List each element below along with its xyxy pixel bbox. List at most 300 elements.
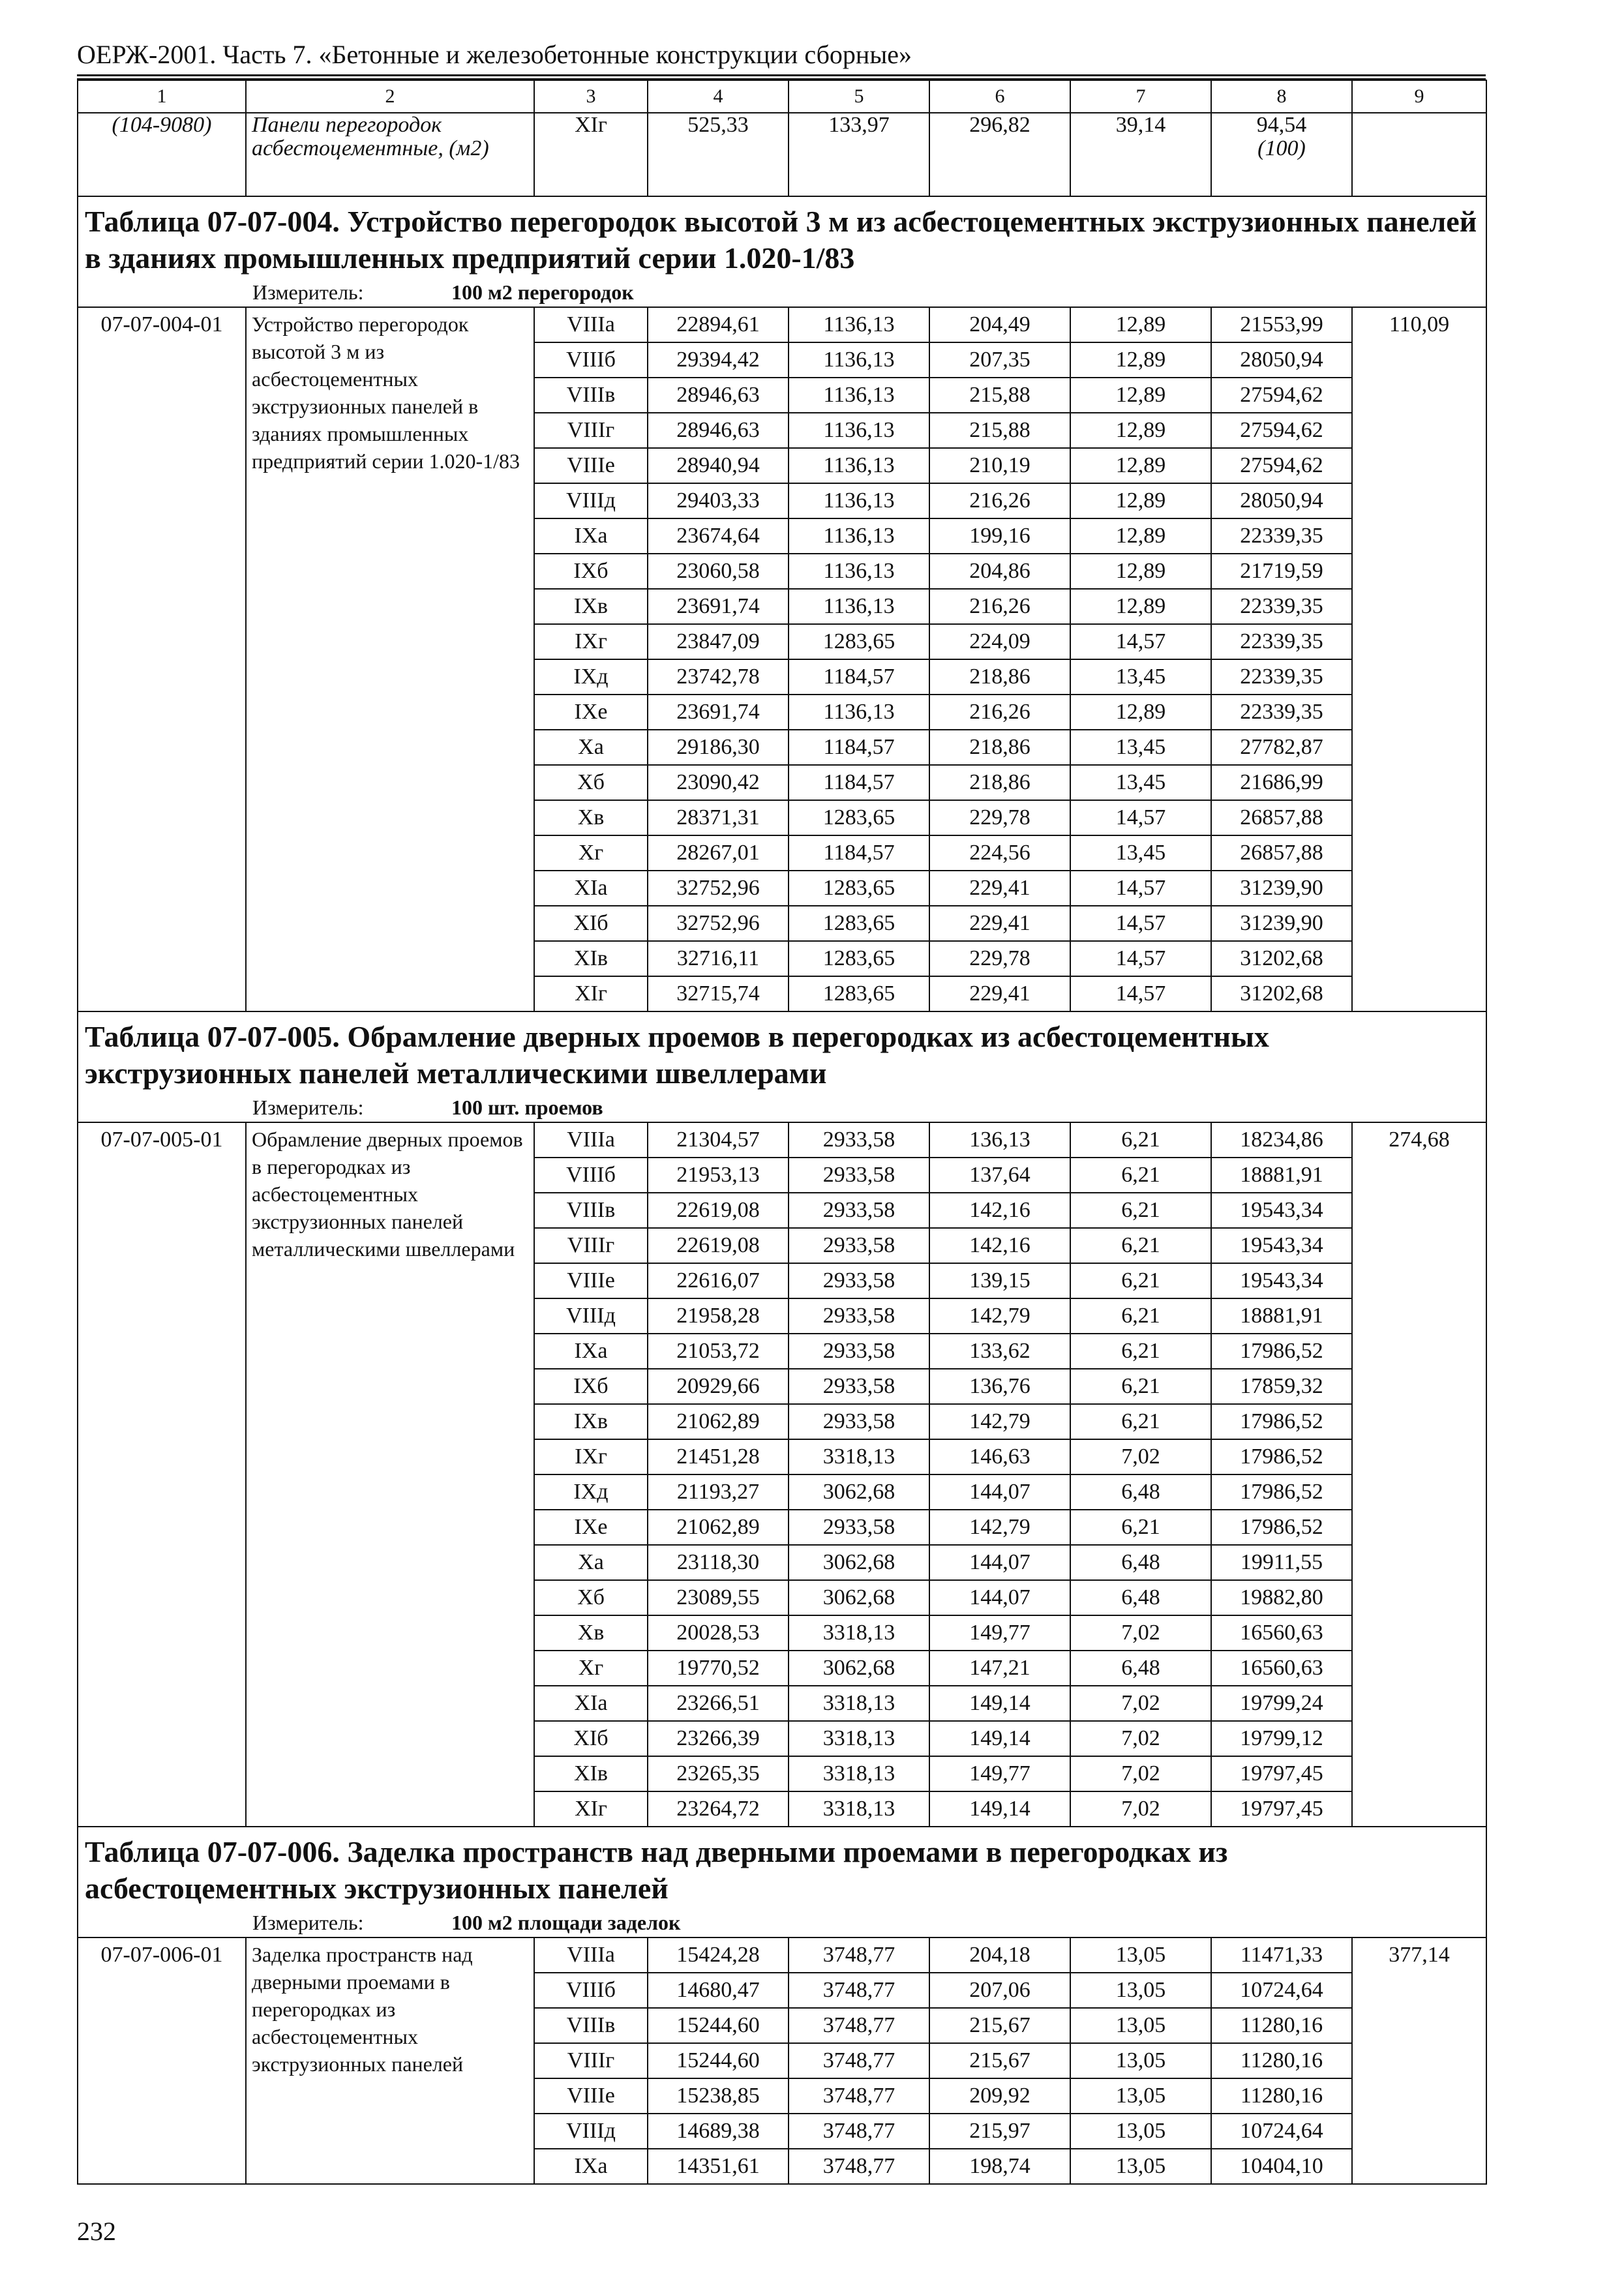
unit-row [78,279,1486,307]
col7-cell: 12,89 [1070,483,1211,518]
class-cell: VIIIб [534,1973,648,2008]
col6-cell: 144,07 [929,1580,1070,1615]
col8-cell: 27594,62 [1211,413,1352,448]
col8-cell: 16560,63 [1211,1615,1352,1651]
col5-cell: 3062,68 [789,1651,929,1686]
class-cell: IXд [534,659,648,695]
col7-cell: 13,05 [1070,2078,1211,2114]
col6-cell: 144,07 [929,1474,1070,1510]
class-cell: XIб [534,1721,648,1756]
prev-item-col8-value: 94,54 [1256,113,1307,137]
col8-cell: 16560,63 [1211,1651,1352,1686]
col4-cell: 22619,08 [648,1228,789,1263]
table-title-row [78,1827,1486,1909]
col4-cell: 28940,94 [648,448,789,483]
col4-cell: 23742,78 [648,659,789,695]
col4-cell: 20028,53 [648,1615,789,1651]
class-cell: XIа [534,1686,648,1721]
class-cell: Xб [534,765,648,800]
prev-item-col4: 525,33 [648,113,789,196]
class-cell: IXг [534,624,648,659]
col8-cell: 26857,88 [1211,800,1352,835]
column-number-row [78,80,1486,113]
col6-cell: 136,13 [929,1122,1070,1158]
class-cell: XIв [534,941,648,976]
col4-cell: 23118,30 [648,1545,789,1580]
col8-cell: 17986,52 [1211,1510,1352,1545]
table-title: Таблица 07-07-004. Устройство перегородок высотой 3 м из асбестоцементных экструзионных панелей в зданиях промышленных предприятий серии 1.020-1/83 [78,196,1486,279]
unit-value: 100 м2 перегородок [451,280,634,304]
prev-item-row [78,113,1486,196]
col8-cell: 19882,80 [1211,1580,1352,1615]
col6-cell: 142,16 [929,1228,1070,1263]
col7-cell: 6,48 [1070,1651,1211,1686]
col4-cell: 15424,28 [648,1937,789,1973]
class-cell: IXг [534,1439,648,1474]
col7-cell: 12,89 [1070,307,1211,342]
col5-cell: 1184,57 [789,765,929,800]
col6-cell: 142,79 [929,1404,1070,1439]
col7-cell: 14,57 [1070,800,1211,835]
table-title: Таблица 07-07-005. Обрамление дверных проемов в перегородках из асбестоцементных экструзионных панелей металлическими швеллерами [78,1011,1486,1094]
col4-cell: 22894,61 [648,307,789,342]
class-cell: Xг [534,835,648,871]
col8-cell: 10404,10 [1211,2149,1352,2184]
col4-cell: 23847,09 [648,624,789,659]
item-code: 07-07-004-01 [78,307,246,1011]
col7-cell: 6,21 [1070,1510,1211,1545]
col8-cell: 31202,68 [1211,941,1352,976]
col8-cell: 31202,68 [1211,976,1352,1011]
col8-cell: 26857,88 [1211,835,1352,871]
col6-cell: 218,86 [929,765,1070,800]
col6-cell: 215,97 [929,2114,1070,2149]
col4-cell: 28267,01 [648,835,789,871]
col5-cell: 1283,65 [789,976,929,1011]
col8-cell: 28050,94 [1211,483,1352,518]
col5-cell: 3318,13 [789,1439,929,1474]
col7-cell: 6,21 [1070,1122,1211,1158]
col5-cell: 1136,13 [789,342,929,378]
col6-cell: 215,67 [929,2043,1070,2078]
col4-cell: 23089,55 [648,1580,789,1615]
col7-cell: 7,02 [1070,1439,1211,1474]
col4-cell: 15238,85 [648,2078,789,2114]
col5-cell: 3748,77 [789,2043,929,2078]
class-cell: VIIIб [534,342,648,378]
col6-cell: 199,16 [929,518,1070,554]
unit-label: Измеритель: [252,1096,364,1119]
col6-cell: 198,74 [929,2149,1070,2184]
unit-value: 100 м2 площади заделок [451,1911,681,1934]
col6-cell: 149,77 [929,1615,1070,1651]
col8-cell: 19799,12 [1211,1721,1352,1756]
prev-item-col7: 39,14 [1070,113,1211,196]
item-rate: 110,09 [1352,307,1486,1011]
col6-cell: 139,15 [929,1263,1070,1298]
col4-cell: 14680,47 [648,1973,789,2008]
col7-cell: 6,21 [1070,1193,1211,1228]
col8-cell: 21553,99 [1211,307,1352,342]
col4-cell: 32752,96 [648,871,789,906]
col4-cell: 21193,27 [648,1474,789,1510]
col4-cell: 21953,13 [648,1158,789,1193]
col6-cell: 146,63 [929,1439,1070,1474]
col8-cell: 21686,99 [1211,765,1352,800]
col5-cell: 3318,13 [789,1686,929,1721]
col6-cell: 215,88 [929,413,1070,448]
col5-cell: 1283,65 [789,800,929,835]
col5-cell: 2933,58 [789,1510,929,1545]
col5-cell: 1184,57 [789,659,929,695]
col6-cell: 216,26 [929,695,1070,730]
col5-cell: 3062,68 [789,1545,929,1580]
prev-item-code: (104-9080) [78,113,246,196]
col4-cell: 23265,35 [648,1756,789,1791]
col8-cell: 28050,94 [1211,342,1352,378]
col8-cell: 18881,91 [1211,1298,1352,1334]
table-title: Таблица 07-07-006. Заделка пространств над дверными проемами в перегородках из асбестоцементных экструзионных панелей [78,1827,1486,1909]
col4-cell: 20929,66 [648,1369,789,1404]
col5-cell: 1136,13 [789,483,929,518]
class-cell: IXа [534,518,648,554]
col6-cell: 149,14 [929,1721,1070,1756]
column-number: 8 [1211,80,1352,113]
class-cell: XIв [534,1756,648,1791]
col8-cell: 17986,52 [1211,1439,1352,1474]
class-cell: VIIIе [534,448,648,483]
col6-cell: 224,56 [929,835,1070,871]
col6-cell: 207,06 [929,1973,1070,2008]
class-cell: IXа [534,2149,648,2184]
col5-cell: 2933,58 [789,1228,929,1263]
col8-cell: 19797,45 [1211,1756,1352,1791]
class-cell: IXв [534,589,648,624]
class-cell: VIIIв [534,2008,648,2043]
class-cell: IXб [534,554,648,589]
class-cell: VIIIа [534,1122,648,1158]
col6-cell: 147,21 [929,1651,1070,1686]
col7-cell: 13,05 [1070,2149,1211,2184]
col6-cell: 133,62 [929,1334,1070,1369]
prev-item-col5: 133,97 [789,113,929,196]
col7-cell: 7,02 [1070,1615,1211,1651]
col5-cell: 1283,65 [789,871,929,906]
col8-cell: 18234,86 [1211,1122,1352,1158]
col7-cell: 13,45 [1070,765,1211,800]
unit-cell [78,1094,1486,1122]
class-cell: VIIIг [534,2043,648,2078]
unit-cell [78,279,1486,307]
col6-cell: 224,09 [929,624,1070,659]
col5-cell: 2933,58 [789,1158,929,1193]
col8-cell: 22339,35 [1211,589,1352,624]
col5-cell: 1184,57 [789,730,929,765]
col8-cell: 19797,45 [1211,1791,1352,1827]
prev-item-col6: 296,82 [929,113,1070,196]
col5-cell: 1283,65 [789,941,929,976]
col5-cell: 2933,58 [789,1193,929,1228]
col6-cell: 216,26 [929,589,1070,624]
col4-cell: 21958,28 [648,1298,789,1334]
col8-cell: 19543,34 [1211,1228,1352,1263]
col4-cell: 21062,89 [648,1510,789,1545]
col7-cell: 13,05 [1070,2043,1211,2078]
col4-cell: 22616,07 [648,1263,789,1298]
col7-cell: 13,45 [1070,835,1211,871]
col7-cell: 13,05 [1070,1937,1211,1973]
col6-cell: 149,77 [929,1756,1070,1791]
col4-cell: 28946,63 [648,413,789,448]
col7-cell: 14,57 [1070,906,1211,941]
col5-cell: 3062,68 [789,1580,929,1615]
col8-cell: 27594,62 [1211,448,1352,483]
col8-cell: 10724,64 [1211,2114,1352,2149]
unit-row [78,1909,1486,1937]
unit-label: Измеритель: [252,280,364,304]
col8-cell: 10724,64 [1211,1973,1352,2008]
col5-cell: 3318,13 [789,1615,929,1651]
col6-cell: 144,07 [929,1545,1070,1580]
col7-cell: 6,48 [1070,1545,1211,1580]
col4-cell: 23266,51 [648,1686,789,1721]
item-name: Устройство перегородок высотой 3 м из асбестоцементных экструзионных панелей в зданиях промышленных предприятий серии 1.020-1/83 [246,307,534,1011]
col4-cell: 23266,39 [648,1721,789,1756]
col7-cell: 12,89 [1070,589,1211,624]
table-row [78,1937,1486,1973]
col5-cell: 3748,77 [789,1937,929,1973]
class-cell: VIIIа [534,1937,648,1973]
col6-cell: 229,41 [929,906,1070,941]
class-cell: XIа [534,871,648,906]
col4-cell: 15244,60 [648,2043,789,2078]
class-cell: VIIIд [534,1298,648,1334]
item-code: 07-07-005-01 [78,1122,246,1827]
col7-cell: 12,89 [1070,695,1211,730]
column-number: 4 [648,80,789,113]
class-cell: VIIIв [534,1193,648,1228]
col4-cell: 14351,61 [648,2149,789,2184]
col5-cell: 3318,13 [789,1756,929,1791]
col7-cell: 7,02 [1070,1721,1211,1756]
class-cell: VIIIг [534,1228,648,1263]
col7-cell: 13,45 [1070,730,1211,765]
class-cell: IXа [534,1334,648,1369]
col7-cell: 13,05 [1070,1973,1211,2008]
col5-cell: 1136,13 [789,518,929,554]
col7-cell: 6,21 [1070,1228,1211,1263]
col6-cell: 142,79 [929,1298,1070,1334]
class-cell: VIIIб [534,1158,648,1193]
class-cell: XIг [534,976,648,1011]
col6-cell: 215,67 [929,2008,1070,2043]
class-cell: Xа [534,1545,648,1580]
column-number: 5 [789,80,929,113]
col7-cell: 12,89 [1070,554,1211,589]
col7-cell: 6,48 [1070,1580,1211,1615]
col5-cell: 1136,13 [789,413,929,448]
col4-cell: 21062,89 [648,1404,789,1439]
col7-cell: 7,02 [1070,1686,1211,1721]
col4-cell: 23060,58 [648,554,789,589]
col6-cell: 207,35 [929,342,1070,378]
table-row [78,1122,1486,1158]
col4-cell: 32752,96 [648,906,789,941]
col7-cell: 6,21 [1070,1158,1211,1193]
class-cell: VIIIа [534,307,648,342]
col8-cell: 27594,62 [1211,378,1352,413]
col4-cell: 22619,08 [648,1193,789,1228]
col5-cell: 1136,13 [789,589,929,624]
class-cell: VIIIв [534,378,648,413]
col7-cell: 13,05 [1070,2114,1211,2149]
col6-cell: 204,86 [929,554,1070,589]
column-number: 7 [1070,80,1211,113]
col6-cell: 209,92 [929,2078,1070,2114]
col8-cell: 17986,52 [1211,1474,1352,1510]
class-cell: Xа [534,730,648,765]
unit-label: Измеритель: [252,1911,364,1934]
col5-cell: 3748,77 [789,2008,929,2043]
class-cell: XIг [534,1791,648,1827]
class-cell: IXв [534,1404,648,1439]
table-row [78,307,1486,342]
col4-cell: 29394,42 [648,342,789,378]
item-rate: 377,14 [1352,1937,1486,2184]
unit-cell [78,1909,1486,1937]
col4-cell: 15244,60 [648,2008,789,2043]
col8-cell: 22339,35 [1211,695,1352,730]
col6-cell: 229,78 [929,800,1070,835]
col4-cell: 14689,38 [648,2114,789,2149]
column-number: 3 [534,80,648,113]
class-cell: IXб [534,1369,648,1404]
col4-cell: 23264,72 [648,1791,789,1827]
column-number: 2 [246,80,534,113]
unit-row [78,1094,1486,1122]
item-code: 07-07-006-01 [78,1937,246,2184]
col6-cell: 137,64 [929,1158,1070,1193]
col6-cell: 215,88 [929,378,1070,413]
col5-cell: 3748,77 [789,1973,929,2008]
prev-item-col8 [1211,113,1352,196]
header-rule [77,74,1486,80]
column-number: 6 [929,80,1070,113]
prev-item-col8-note: (100) [1257,136,1306,160]
col8-cell: 11280,16 [1211,2008,1352,2043]
table-title-row [78,1011,1486,1094]
col8-cell: 18881,91 [1211,1158,1352,1193]
class-cell: Xб [534,1580,648,1615]
col5-cell: 2933,58 [789,1334,929,1369]
col4-cell: 28371,31 [648,800,789,835]
item-name: Обрамление дверных проемов в перегородках из асбестоцементных экструзионных панелей металлическими швеллерами [246,1122,534,1827]
col5-cell: 2933,58 [789,1298,929,1334]
col4-cell: 21304,57 [648,1122,789,1158]
col5-cell: 3318,13 [789,1721,929,1756]
class-cell: Xг [534,1651,648,1686]
col5-cell: 1136,13 [789,695,929,730]
col5-cell: 1136,13 [789,378,929,413]
unit-value: 100 шт. проемов [451,1096,603,1119]
col7-cell: 6,21 [1070,1334,1211,1369]
col7-cell: 12,89 [1070,413,1211,448]
col7-cell: 6,21 [1070,1404,1211,1439]
col6-cell: 204,18 [929,1937,1070,1973]
col5-cell: 3748,77 [789,2149,929,2184]
col7-cell: 6,21 [1070,1263,1211,1298]
col6-cell: 149,14 [929,1686,1070,1721]
col8-cell: 21719,59 [1211,554,1352,589]
col7-cell: 12,89 [1070,518,1211,554]
col5-cell: 1136,13 [789,307,929,342]
col8-cell: 11280,16 [1211,2078,1352,2114]
col7-cell: 7,02 [1070,1791,1211,1827]
col5-cell: 1136,13 [789,554,929,589]
col6-cell: 142,79 [929,1510,1070,1545]
col7-cell: 6,48 [1070,1474,1211,1510]
col4-cell: 32715,74 [648,976,789,1011]
col4-cell: 23691,74 [648,589,789,624]
col7-cell: 14,57 [1070,624,1211,659]
column-number: 9 [1352,80,1486,113]
col7-cell: 13,45 [1070,659,1211,695]
col8-cell: 22339,35 [1211,518,1352,554]
col8-cell: 22339,35 [1211,624,1352,659]
col5-cell: 2933,58 [789,1263,929,1298]
class-cell: IXд [534,1474,648,1510]
prev-item-col9 [1352,113,1486,196]
col6-cell: 229,41 [929,976,1070,1011]
col7-cell: 13,05 [1070,2008,1211,2043]
col6-cell: 229,41 [929,871,1070,906]
col4-cell: 19770,52 [648,1651,789,1686]
col7-cell: 7,02 [1070,1756,1211,1791]
col8-cell: 31239,90 [1211,906,1352,941]
col7-cell: 6,21 [1070,1298,1211,1334]
col7-cell: 12,89 [1070,378,1211,413]
col6-cell: 210,19 [929,448,1070,483]
col8-cell: 19543,34 [1211,1193,1352,1228]
col8-cell: 22339,35 [1211,659,1352,695]
col5-cell: 3748,77 [789,2078,929,2114]
col7-cell: 14,57 [1070,871,1211,906]
col5-cell: 3062,68 [789,1474,929,1510]
page-number: 232 [77,2217,116,2246]
col8-cell: 17986,52 [1211,1404,1352,1439]
col6-cell: 204,49 [929,307,1070,342]
col6-cell: 142,16 [929,1193,1070,1228]
col4-cell: 29186,30 [648,730,789,765]
rates-table [77,80,1487,2185]
item-rate: 274,68 [1352,1122,1486,1827]
col5-cell: 2933,58 [789,1369,929,1404]
prev-item-name: Панели перегородок асбестоцементные, (м2) [246,113,534,196]
col5-cell: 2933,58 [789,1122,929,1158]
col7-cell: 14,57 [1070,976,1211,1011]
col7-cell: 12,89 [1070,448,1211,483]
col4-cell: 29403,33 [648,483,789,518]
col8-cell: 17859,32 [1211,1369,1352,1404]
prev-item-class: XIг [534,113,648,196]
col5-cell: 1283,65 [789,906,929,941]
col7-cell: 6,21 [1070,1369,1211,1404]
col8-cell: 19911,55 [1211,1545,1352,1580]
col5-cell: 3748,77 [789,2114,929,2149]
class-cell: VIIIе [534,1263,648,1298]
col8-cell: 19543,34 [1211,1263,1352,1298]
col6-cell: 136,76 [929,1369,1070,1404]
